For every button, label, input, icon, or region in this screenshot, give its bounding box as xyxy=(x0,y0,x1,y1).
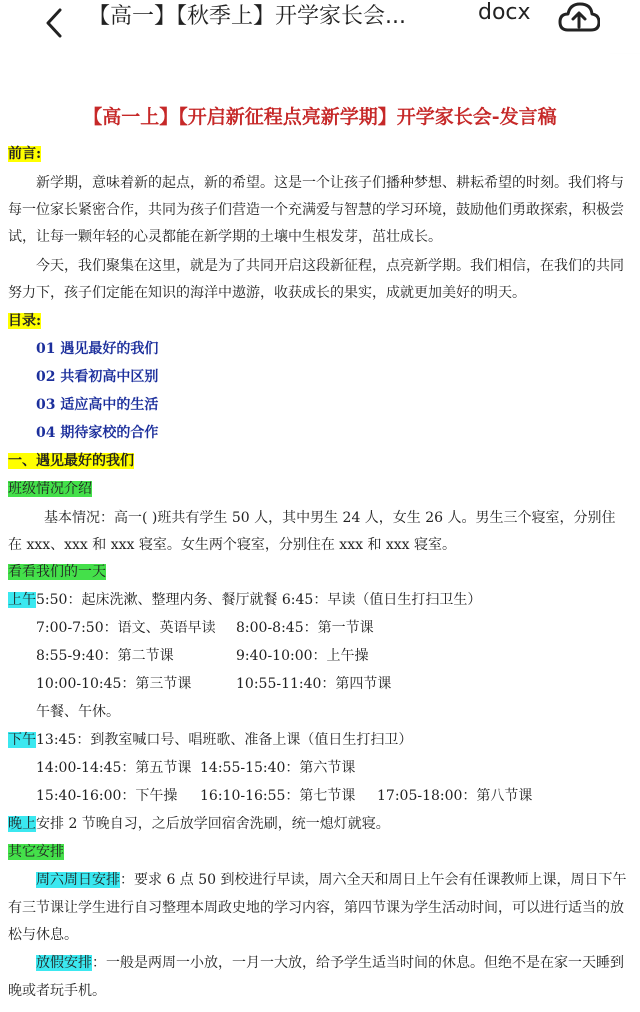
schedule-line: 晚上安排 2 节晚自习，之后放学回宿舍洗刷，统一熄灯就寝。 xyxy=(8,816,390,832)
schedule-line: 下午13:45：到教室喊口号、唱班歌、准备上课（值日生打扫卫） xyxy=(8,732,413,748)
schedule-item: 15:40-16:00：下午操 xyxy=(36,788,178,804)
paragraph-line: 今天，我们聚集在这里，就是为了共同开启这段新征程，点亮新学期。我们相信，在我们的共同 xyxy=(36,258,624,274)
cloud-upload-icon[interactable] xyxy=(558,0,600,36)
subheading: 其它安排 xyxy=(8,844,64,860)
schedule-item: 17:05-18:00：第八节课 xyxy=(377,788,533,804)
document-page xyxy=(0,54,640,1012)
preface-label: 前言: xyxy=(8,146,42,162)
schedule-item: 8:55-9:40：第二节课 xyxy=(36,648,174,664)
toc-item[interactable]: 02 共看初高中区别 xyxy=(36,369,159,385)
document-heading: 【高一上】【开启新征程点亮新学期】开学家长会-发言稿 xyxy=(83,106,557,128)
section-heading: 一、遇见最好的我们 xyxy=(8,453,134,469)
paragraph-line: 周六周日安排：要求 6 点 50 到校进行早读，周六全天和周日上午会有任课教师上课，周日下午 xyxy=(36,872,627,888)
paragraph-line: 放假安排：一般是两周一小放，一月一大放，给予学生适当时间的休息。但绝不是在家一天睡到 xyxy=(36,955,624,971)
paragraph-line: 努力下，孩子们定能在知识的海洋中遨游，收获成长的果实，成就更加美好的明天。 xyxy=(8,285,526,301)
paragraph-line: 试，让每一颗年轻的心灵都能在新学期的土壤中生根发芽，茁壮成长。 xyxy=(8,229,442,245)
paragraph-line: 在 xxx、xxx 和 xxx 寝室。女生两个寝室，分别住在 xxx 和 xxx 寝室。 xyxy=(8,537,457,553)
subheading: 班级情况介绍 xyxy=(8,481,92,497)
paragraph-line: 新学期，意味着新的起点，新的希望。这是一个让孩子们播种梦想、耕耘希望的时刻。我们将与 xyxy=(36,175,624,191)
schedule-item: 16:10-16:55：第七节课 xyxy=(200,788,356,804)
paragraph-line: 每一位家长紧密合作，共同为孩子们营造一个充满爱与智慧的学习环境，鼓励他们勇敢探索，积极尝 xyxy=(8,202,624,218)
subheading: 看看我们的一天 xyxy=(8,564,106,580)
file-extension: docx xyxy=(478,0,531,25)
schedule-item: 9:40-10:00：上午操 xyxy=(236,648,369,664)
schedule-item: 10:55-11:40：第四节课 xyxy=(236,676,392,692)
top-bar xyxy=(0,0,640,54)
schedule-item: 午餐、午休。 xyxy=(36,704,120,720)
schedule-line: 上午5:50：起床洗漱、整理内务、餐厅就餐 6:45：早读（值日生打扫卫生） xyxy=(8,592,482,608)
toc-label: 目录: xyxy=(8,313,42,329)
paragraph-line: 晚或者玩手机。 xyxy=(8,983,106,999)
toc-item[interactable]: 01 遇见最好的我们 xyxy=(36,341,159,357)
paragraph-line: 松与休息。 xyxy=(8,927,78,943)
schedule-item: 10:00-10:45：第三节课 xyxy=(36,676,192,692)
back-arrow-icon[interactable] xyxy=(38,6,74,42)
schedule-item: 8:00-8:45：第一节课 xyxy=(236,620,374,636)
paragraph-line: 有三节课让学生进行自习整理本周政史地的学习内容，第四节课为学生活动时间，可以进行适当的放 xyxy=(8,900,624,916)
paragraph-line: 基本情况：高一( )班共有学生 50 人，其中男生 24 人，女生 26 人。男生三个寝室，分别住 xyxy=(44,510,616,526)
schedule-item: 7:00-7:50：语文、英语早读 xyxy=(36,620,216,636)
schedule-item: 14:00-14:45：第五节课 xyxy=(36,760,192,776)
toc-item[interactable]: 04 期待家校的合作 xyxy=(36,425,159,441)
schedule-item: 14:55-15:40：第六节课 xyxy=(200,760,356,776)
toc-item[interactable]: 03 适应高中的生活 xyxy=(36,397,159,413)
document-title: 【高一】【秋季上】开学家长会... docx xyxy=(88,0,558,36)
